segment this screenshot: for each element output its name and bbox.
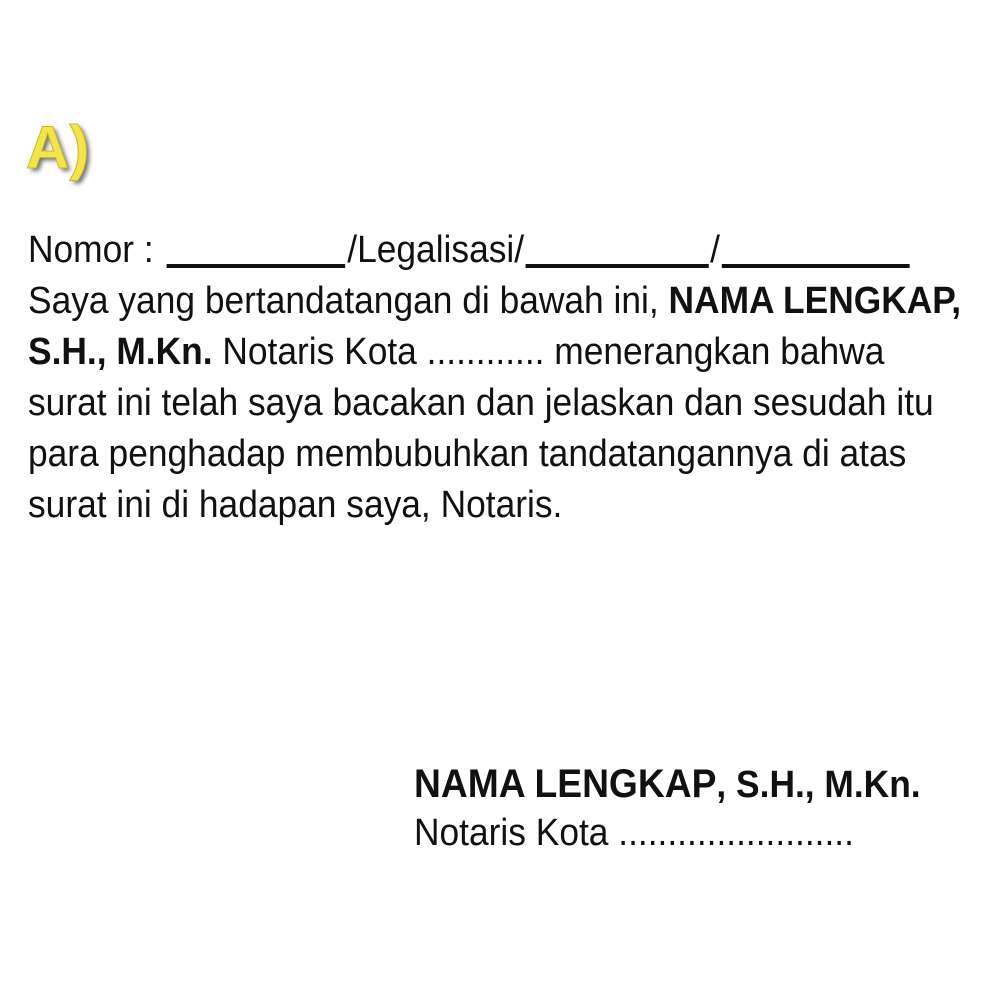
signature-name: NAMA LENGKAP	[414, 762, 717, 806]
statement-line-5: surat ini di hadapan saya, Notaris.	[28, 484, 563, 526]
signature-block	[414, 760, 972, 857]
notary-degree-inline: S.H., M.Kn.	[28, 331, 213, 373]
section-heading: A)	[26, 114, 90, 181]
number-label: Nomor :	[28, 229, 154, 271]
document-number-line	[28, 226, 910, 274]
statement-intro: Saya yang bertandatangan di bawah ini,	[28, 280, 659, 322]
slash-separator: /	[710, 229, 720, 271]
number-blank-2	[526, 228, 708, 268]
statement-city: Notaris Kota ............ menerangkan bahwa	[222, 331, 885, 373]
statement-line-2	[28, 327, 967, 378]
signature-office: Notaris Kota ........................	[414, 812, 854, 854]
statement-line-1	[28, 276, 967, 327]
number-blank-1	[167, 228, 346, 268]
statement-line-3: surat ini telah saya bacakan dan jelaskan dan sesudah itu	[28, 382, 934, 424]
signature-name-line	[414, 760, 972, 809]
signature-title: , S.H., M.Kn.	[716, 764, 921, 806]
legalization-statement	[28, 276, 967, 531]
number-blank-3	[722, 228, 910, 268]
notary-name-inline: NAMA LENGKAP,	[668, 280, 962, 322]
statement-line-4: para penghadap membubuhkan tandatangannya di atas	[28, 433, 907, 475]
legalisasi-separator: /Legalisasi/	[347, 229, 525, 271]
